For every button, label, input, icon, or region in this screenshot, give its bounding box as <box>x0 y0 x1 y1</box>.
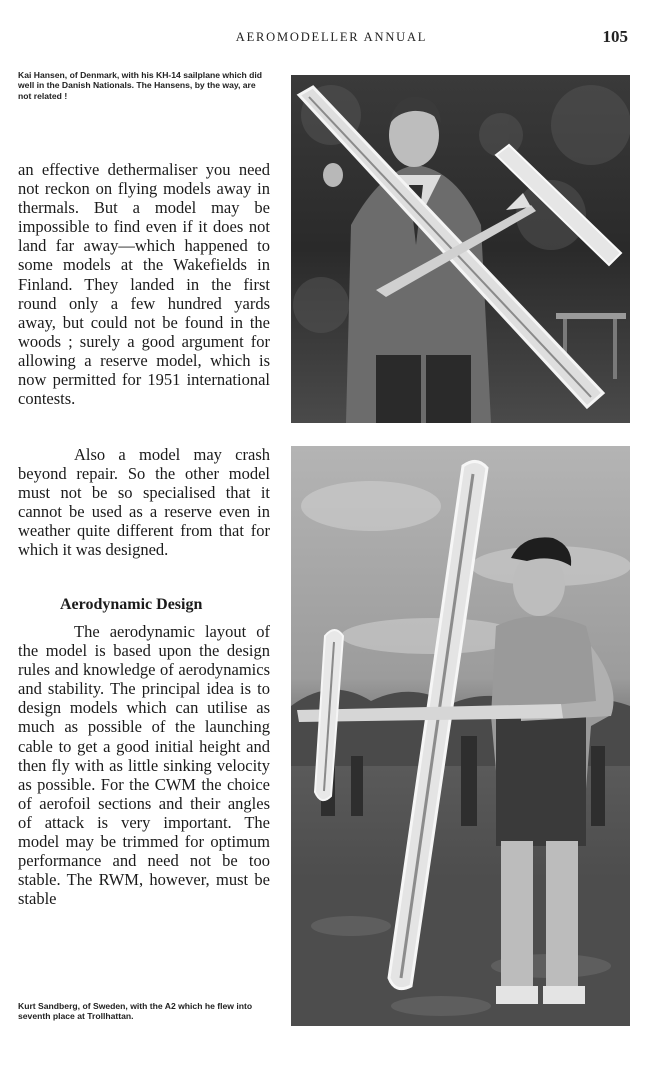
photo-caption-bottom: Kurt Sandberg, of Sweden, with the A2 which he flew into seventh place at Trollhattan. <box>18 1001 253 1022</box>
page-number: 105 <box>602 27 628 46</box>
article-paragraph: The aerodynamic layout of the model is based upon the design rules and knowledge of aerodynamics and stability. The principal idea is to design models which can utilise as much as possible of the launching cable to get a good initial height and then fly with as little sinking velocity as possible. For the CWM the choice of aerofoil sections and their angles of attack is very important. The model may be trimmed for optimum performance and need not be too stable. The RWM, however, must be stable <box>18 622 270 909</box>
photo-a2-glider-sandberg <box>291 446 630 1026</box>
article-paragraph: Also a model may crash beyond repair. So the other model must not be so specialised that it cannot be used as a reserve even in weather quite different from that for which it was designed. <box>18 445 270 560</box>
photo-sailplane-hansen <box>291 75 630 423</box>
section-heading: Aerodynamic Design <box>60 596 203 613</box>
running-title: AEROMODELLER ANNUAL <box>235 30 428 44</box>
photo-caption-top: Kai Hansen, of Denmark, with his KH-14 sailplane which did well in the Danish Nationals. The Hansens, by the way, are not related ! <box>18 70 263 101</box>
article-paragraph: an effective dethermaliser you need not reckon on flying models away in thermals. But a model may be impossible to find even if it does not land far away—which happened to some models at the Wakefields in Finland. They landed in the first round only a few hundred yards away, but could not be found in the woods ; surely a good argument for allowing a reserve model, which is now permitted for 1951 international contests. <box>18 160 270 409</box>
